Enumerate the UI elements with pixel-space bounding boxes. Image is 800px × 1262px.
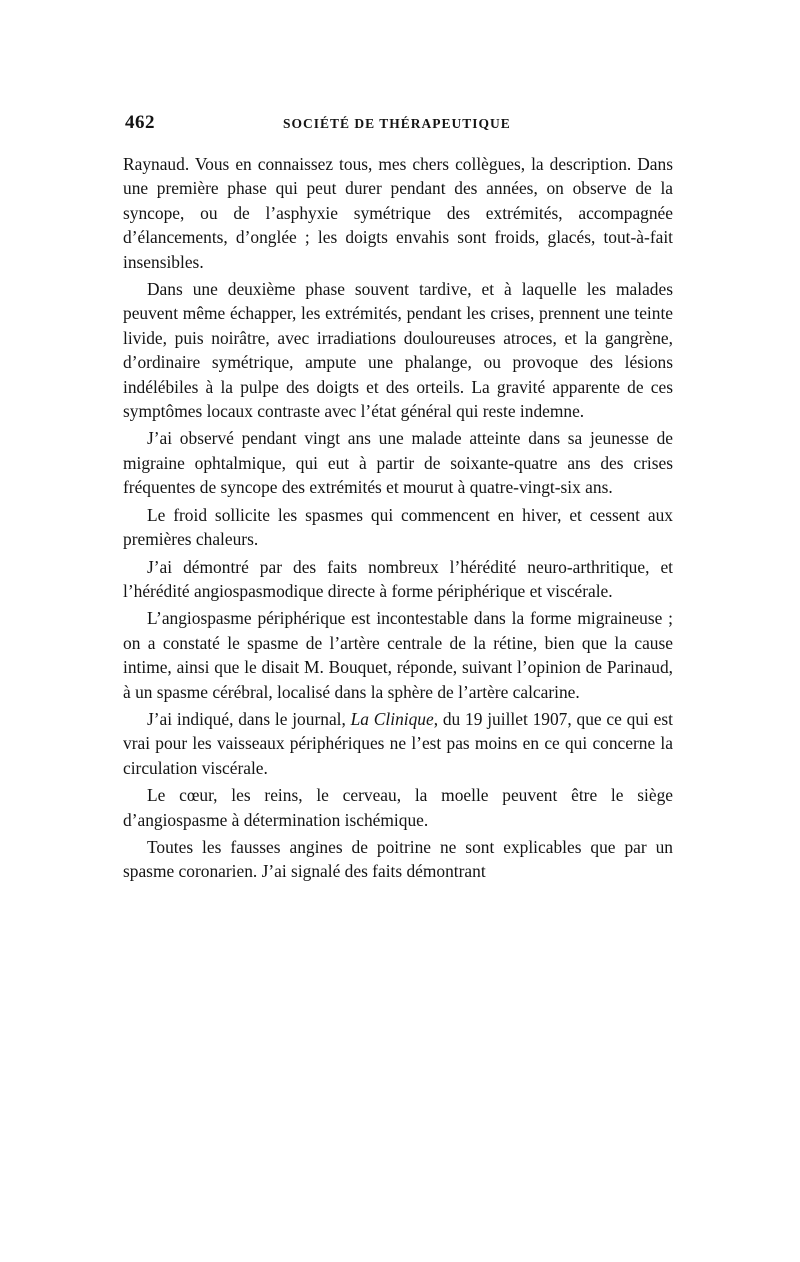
paragraph-8: Le cœur, les reins, le cerveau, la moelle peuvent être le siège d’angiospasme à détermination ischémique. bbox=[123, 785, 673, 830]
running-title: SOCIÉTÉ DE THÉRAPEUTIQUE bbox=[283, 116, 511, 131]
page-number: 462 bbox=[125, 112, 155, 133]
book-page bbox=[123, 112, 673, 884]
paragraph-7 bbox=[123, 707, 673, 780]
paragraph-5: J’ai démontré par des faits nombreux l’hérédité neuro-arthritique, et l’hérédité angiospasmodique directe à forme périphérique et viscérale. bbox=[123, 556, 673, 601]
paragraph-2: Dans une deuxième phase souvent tardive, et à laquelle les malades peuvent même échapper, les extrémités, pendant les crises, prennent une teinte livide, puis noirâtre, avec irradiations douloureuses atroces, et la gangrène, d’ordinaire symétrique, ampute une phalange, ou provoque des lésions indélébiles à la pulpe des doigts et des orteils. La gravité apparente de ces symptômes locaux contraste avec l’état général qui reste indemne. bbox=[123, 279, 673, 422]
paragraph-9: Toutes les fausses angines de poitrine ne sont explicables que par un spasme coronarien. J’ai signalé des faits démontrant bbox=[123, 836, 673, 882]
paragraph-4: Le froid sollicite les spasmes qui commencent en hiver, et cessent aux premières chaleurs. bbox=[123, 504, 673, 550]
paragraph-3: J’ai observé pendant vingt ans une malade atteinte dans sa jeunesse de migraine ophtalmique, qui eut à partir de soixante-quatre ans des crises fréquentes de syncope des extrémités et mourut à quatre-vingt-six ans. bbox=[123, 428, 673, 498]
paragraph-7-before: J’ai indiqué, dans le journal, bbox=[147, 708, 351, 729]
paragraph-6: L’angiospasme périphérique est incontestable dans la forme migraineuse ; on a constaté le spasme de l’artère centrale de la rétine, bien que la cause intime, ainsi que le disait M. Bouquet, réponde, suivant l’opinion de Parinaud, à un spasme cérébral, localisé dans la sphère de l’artère calcarine. bbox=[123, 608, 673, 702]
paragraph-1: Raynaud. Vous en connaissez tous, mes chers collègues, la description. Dans une première phase qui peut durer pendant des années, on observe de la syncope, ou de l’asphyxie symétrique des extrémités, accompagnée d’élancements, d’onglée ; les doigts envahis sont froids, glacés, tout-à-fait insensibles. bbox=[123, 154, 673, 272]
paragraph-7-after: , du 19 juillet 1907, que ce qui est vrai pour les vaisseaux périphériques ne l’est pas moins en ce qui concerne la circulation viscérale. bbox=[123, 708, 673, 778]
body-text bbox=[123, 152, 673, 884]
journal-title: La Clinique bbox=[350, 708, 434, 729]
running-head bbox=[123, 112, 673, 138]
